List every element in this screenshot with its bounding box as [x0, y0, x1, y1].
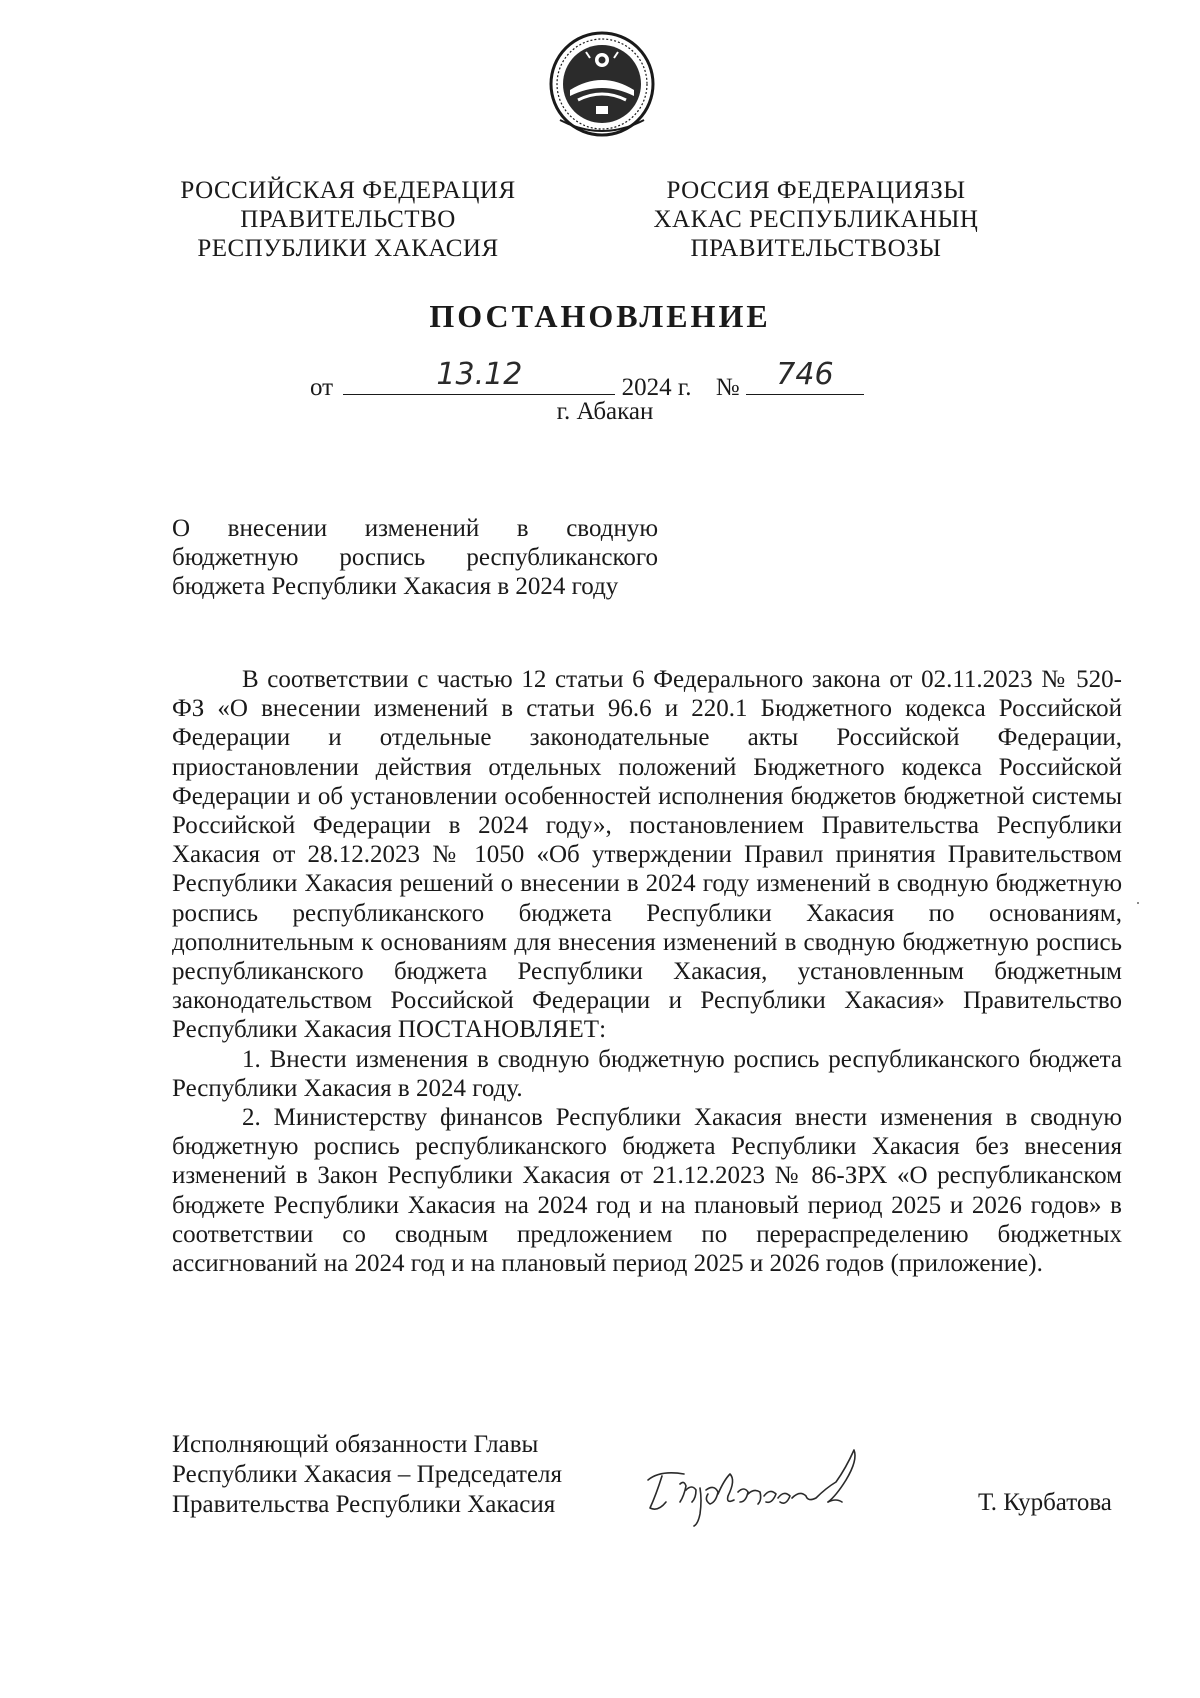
date-number-line: [310, 357, 864, 402]
number-sign: №: [715, 374, 740, 401]
signatory-position-line: Республики Хакасия – Председателя: [172, 1461, 563, 1488]
city-label: г. Абакан: [556, 398, 654, 425]
handwritten-date: 13.12: [436, 357, 523, 392]
header-right-block: [606, 176, 1026, 263]
header-left-line: РЕСПУБЛИКИ ХАКАСИЯ: [197, 235, 499, 262]
signatory-position-line: Исполняющий обязанности Главы: [172, 1431, 539, 1458]
body-paragraph: В соответствии с частью 12 статьи 6 Федерального закона от 02.11.2023 № 520-ФЗ «О внесении изменений в статьи 96.6 и 220.1 Бюджетного кодекса Российской Федерации и отдельные законодательные акты Российской Федерации, приостановлении действия отдельных положений Бюджетного кодекса Российской Федерации и об установлении особенностей исполнения бюджетов бюджетной системы Российской Федерации в 2024 году», постановлением Правительства Республики Хакасия от 28.12.2023 № 1050 «Об утверждении Правил принятия Правительством Республики Хакасия решений о внесении в 2024 году изменений в сводную бюджетную роспись республиканского бюджета Республики Хакасия по основаниям, дополнительным к основаниям для внесения изменений в сводную бюджетную роспись республиканского бюджета Республики Хакасия, установленным бюджетным законодательством Российской Федерации и Республики Хакасия» Правительство Республики Хакасия ПОСТАНОВЛЯЕТ:: [172, 666, 1122, 1044]
signatory-position: [172, 1430, 562, 1520]
header-left-line: РОССИЙСКАЯ ФЕДЕРАЦИЯ: [180, 177, 516, 204]
subject-block: [172, 514, 658, 601]
signatory-position-line: Правительства Республики Хакасия: [172, 1491, 556, 1518]
number-field: [746, 357, 864, 395]
document-body: [172, 665, 1122, 1278]
body-paragraph: 1. Внести изменения в сводную бюджетную роспись республиканского бюджета Республики Хакасия в 2024 году.: [172, 1045, 1122, 1102]
header-left-block: [138, 176, 558, 263]
body-paragraph: 2. Министерству финансов Республики Хакасия внести изменения в сводную бюджетную роспись республиканского бюджета Республики Хакасия без внесения изменений в Закон Республики Хакасия от 21.12.2023 № 86-ЗРХ «О республиканском бюджете Республики Хакасия на 2024 год и на плановый период 2025 и 2026 годов» в соответствии со сводным предложением по перераспределению бюджетных ассигнований на 2024 год и на плановый период 2025 и 2026 годов (приложение).: [172, 1104, 1122, 1278]
subject-line: бюджетную роспись республиканского: [172, 544, 658, 571]
document-type-title: ПОСТАНОВЛЕНИЕ: [429, 298, 771, 334]
date-prefix: от: [310, 374, 334, 401]
header-left-line: ПРАВИТЕЛЬСТВО: [240, 206, 456, 233]
header-right-line: ХАКАС РЕСПУБЛИКАНЫҢ: [653, 206, 979, 233]
handwritten-signature: [640, 1440, 910, 1530]
scan-dot: [1137, 902, 1139, 904]
year-label: 2024 г.: [621, 374, 692, 401]
header-right-line: ПРАВИТЕЛЬСТВОЗЫ: [690, 235, 942, 262]
header-right-line: РОССИЯ ФЕДЕРАЦИЯЗЫ: [666, 177, 966, 204]
coat-of-arms-emblem: [548, 30, 656, 138]
subject-line: бюджета Республики Хакасия в 2024 году: [172, 573, 619, 600]
subject-line: О внесении изменений в сводную: [172, 515, 658, 542]
date-field: [343, 357, 615, 395]
signatory-name: Т. Курбатова: [978, 1489, 1112, 1516]
handwritten-number: 746: [776, 357, 834, 392]
